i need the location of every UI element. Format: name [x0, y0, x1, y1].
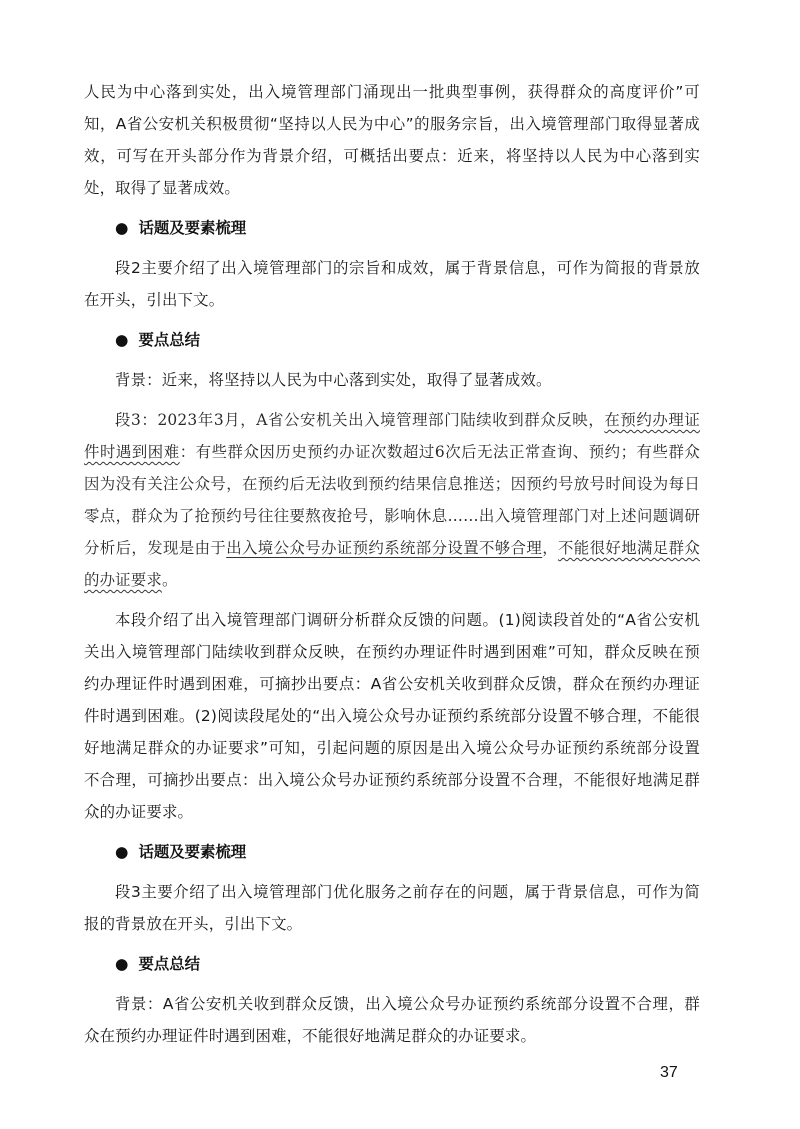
section1-points-text: 背景：近来，将坚持以人民为中心落到实处，取得了显著成效。: [115, 371, 552, 389]
section1-points-heading: [84, 324, 700, 356]
paragraph-3-part4: 。: [161, 571, 178, 589]
analysis-paragraph: 本段介绍了出入境管理部门调研分析群众反馈的问题。(1)阅读段首处的“A省公安机关出入境管理部门陆续收到群众反映，在预约办理证件时遇到困难”可知，群众反映在预约办理证件时遇到困难，可摘抄出要点：A省公安机关收到群众反馈，群众在预约办理证件时遇到困难。(2)阅读段尾处的“出入境公众号办证预约系统部分设置不够合理，不能很好地满足群众的办证要求”可知，引起问题的原因是出入境公众号办证预约系统部分设置不合理，可摘抄出要点：出入境公众号办证预约系统部分设置不合理，不能很好地满足群众的办证要求。: [84, 611, 700, 821]
bullet-icon: ●: [115, 955, 129, 973]
paragraph-3-wavy-underline-1: 在预约办理证件时遇到困难: [84, 411, 701, 461]
section2-points-text: 背景：A省公安机关收到群众反馈，出入境公众号办证预约系统部分设置不合理，群众在预约办理证件时遇到困难，不能很好地满足群众的办证要求。: [84, 995, 700, 1045]
paragraph-3-wavy-underline-2: 不能很好地满足群众的办证要求: [84, 539, 700, 589]
section2-topic-text: 段3主要介绍了出入境管理部门优化服务之前存在的问题，属于背景信息，可作为简报的背景放在开头，引出下文。: [84, 883, 700, 933]
bullet-icon: ●: [115, 219, 129, 237]
section2-topic-heading: [84, 836, 700, 868]
paragraph-3-source: [84, 404, 700, 596]
paragraph-3-part2: ：有些群众因历史预约办证次数超过6次后无法正常查询、预约；有些群众因为没有关注公众号，在预约后无法收到预约结果信息推送；因预约号放号时间设为每日零点，群众为了抢预约号往往要熬夜抢号，影响休息……出入境管理部门对上述问题调研分析后，发现是由于: [84, 443, 700, 557]
bullet-icon: ●: [115, 843, 129, 861]
section1-topic-heading: [84, 212, 700, 244]
section1-topic-heading-label: 话题及要素梳理: [138, 219, 247, 237]
section1-points-heading-label: 要点总结: [138, 331, 201, 349]
bullet-icon: ●: [115, 331, 129, 349]
section2-points-heading: [84, 948, 700, 980]
continuation-paragraph: 人民为中心落到实处，出入境管理部门涌现出一批典型事例，获得群众的高度评价”可知，A省公安机关积极贯彻“坚持以人民为中心”的服务宗旨，出入境管理部门取得显著成效，可写在开头部分作为背景介绍，可概括出要点：近来，将坚持以人民为中心落到实处，取得了显著成效。: [84, 83, 700, 197]
section2-topic-heading-label: 话题及要素梳理: [138, 843, 247, 861]
page-body: [84, 76, 700, 1060]
section2-points-heading-label: 要点总结: [138, 955, 201, 973]
paragraph-3-straight-underline: 出入境公众号办证预约系统部分设置不够合理: [226, 539, 543, 557]
page-number: 37: [660, 1064, 678, 1081]
section1-topic-text: 段2主要介绍了出入境管理部门的宗旨和成效，属于背景信息，可作为简报的背景放在开头，引出下文。: [84, 259, 700, 309]
paragraph-3-part1: 段3：2023年3月，A省公安机关出入境管理部门陆续收到群众反映，: [115, 411, 605, 429]
paragraph-3-part3: ，: [542, 539, 558, 557]
